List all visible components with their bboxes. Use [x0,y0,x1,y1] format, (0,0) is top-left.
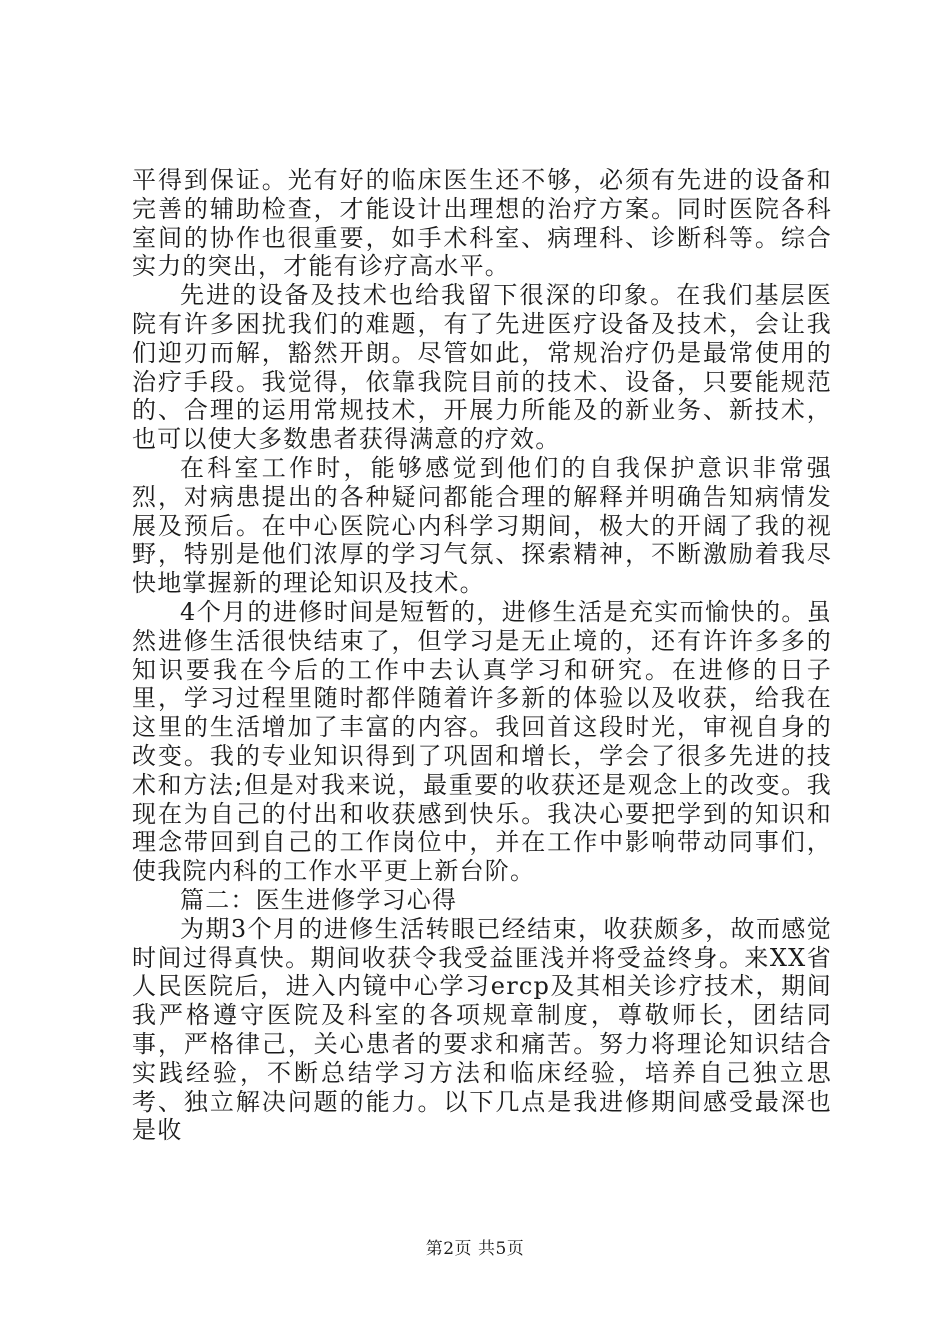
paragraph-1: 平得到保证。光有好的临床医生还不够，必须有先进的设备和完善的辅助检查，才能设计出理想的治疗方案。同时医院各科室间的协作也很重要，如手术科室、病理科、诊断科等。综合实力的突出，才能有诊疗高水平。 [132,166,832,281]
document-body [132,166,832,1145]
paragraph-3: 在科室工作时，能够感觉到他们的自我保护意识非常强烈，对病患提出的各种疑问都能合理的解释并明确告知病情发展及预后。在中心医院心内科学习期间，极大的开阔了我的视野，特别是他们浓厚的学习气氛、探索精神，不断激励着我尽快地掌握新的理论知识及技术。 [132,453,832,598]
page-total: 共5页 [477,1239,525,1259]
paragraph-4: 4个月的进修时间是短暂的，进修生活是充实而愉快的。虽然进修生活很快结束了，但学习是无止境的，还有许许多多的知识要我在今后的工作中去认真学习和研究。在进修的日子里，学习过程里随时都伴随着许多新的体验以及收获，给我在这里的生活增加了丰富的内容。我回首这段时光，审视自身的改变。我的专业知识得到了巩固和增长，学会了很多先进的技术和方法;但是对我来说，最重要的收获还是观念上的改变。我现在为自己的付出和收获感到快乐。我决心要把学到的知识和理念带回到自己的工作岗位中，并在工作中影响带动同事们，使我院内科的工作水平更上新台阶。 [132,597,832,886]
paragraph-5: 为期3个月的进修生活转眼已经结束，收获颇多，故而感觉时间过得真快。期间收获令我受益匪浅并将受益终身。来XX省人民医院后，进入内镜中心学习ercp及其相关诊疗技术，期间我严格遵守医院及科室的各项规章制度，尊敬师长，团结同事，严格律己，关心患者的要求和痛苦。努力将理论知识结合实践经验，不断总结学习方法和临床经验，培养自己独立思考、独立解决问题的能力。以下几点是我进修期间感受最深也是收 [132,914,832,1145]
page-number: 第2页 [425,1239,473,1259]
page-footer [0,1238,950,1260]
section-heading: 篇二：医生进修学习心得 [180,885,458,914]
paragraph-2: 先进的设备及技术也给我留下很深的印象。在我们基层医院有许多困扰我们的难题，有了先进医疗设备及技术，会让我们迎刃而解，豁然开朗。尽管如此，常规治疗仍是最常使用的治疗手段。我觉得，依靠我院目前的技术、设备，只要能规范的、合理的运用常规技术，开展力所能及的新业务、新技术，也可以使大多数患者获得满意的疗效。 [132,281,832,454]
